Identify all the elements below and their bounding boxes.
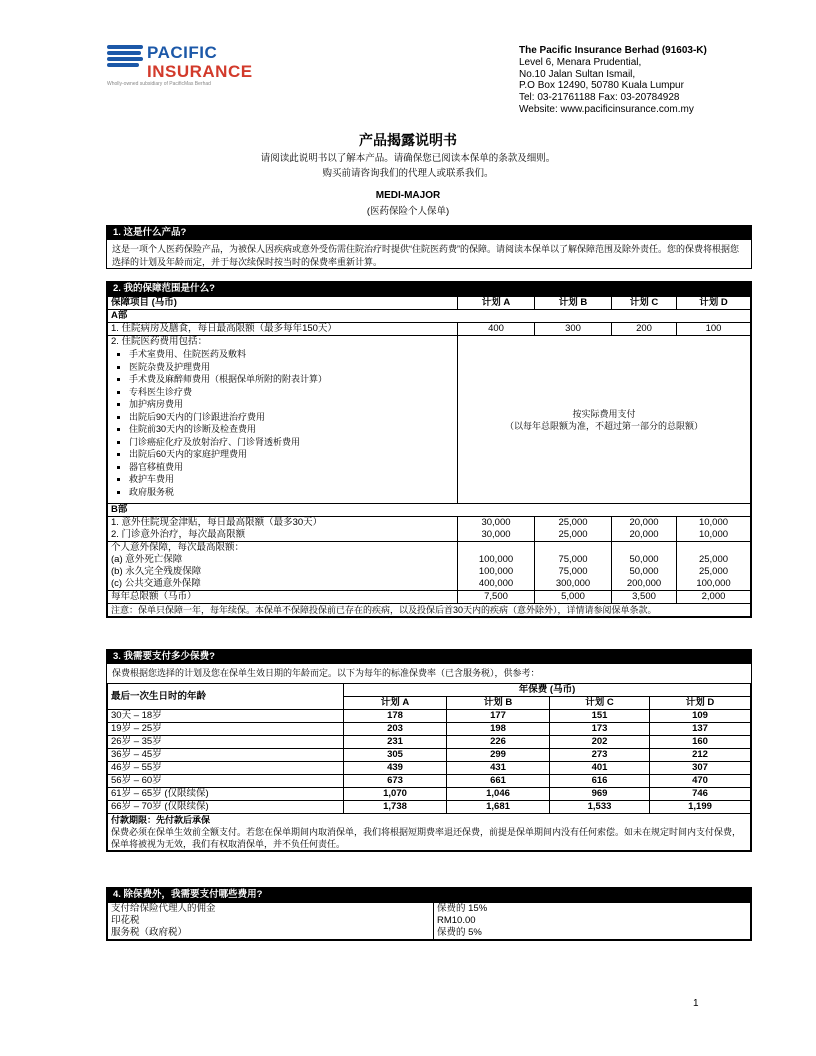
premium-column-header: 年保费 (马币) [344, 684, 751, 697]
website-line: Website: www.pacificinsurance.com.my [519, 103, 694, 115]
cell-value: 7,500 [458, 591, 535, 604]
cell-value: 75,000 75,000 300,000 [535, 542, 612, 591]
b1-label: 1. 意外住院现金津贴，每日最高限额（最多30天） [111, 517, 323, 528]
phone-line: Tel: 03-21761188 Fax: 03-20784928 [519, 92, 680, 104]
cell-value: 200 [612, 323, 677, 336]
cell-value: 30,000 30,000 [458, 517, 535, 542]
page-number: 1 [693, 998, 699, 1009]
as-charged-cell [458, 336, 751, 504]
plan-c-header: 计划 C [550, 697, 650, 710]
plan-d-header: 计划 D [677, 297, 751, 310]
premium-note-head: 付款期限：先付款后承保 [111, 815, 211, 825]
section-coverage [106, 281, 752, 618]
benefit-item: ▪ 门诊癌症化疗及放射治疗、门诊肾透析费用 [129, 436, 454, 449]
b2-label: 2. 门诊意外治疗，每次最高限额 [111, 529, 246, 540]
table-row: 36岁 – 45岁 305 299 273 212 [108, 749, 751, 762]
section-premium [106, 649, 752, 852]
section-product [106, 225, 752, 269]
logo-text-1: PACIFIC [147, 43, 218, 62]
cell-value: 2,000 [677, 591, 751, 604]
document-title: 产品揭露说明书 [359, 132, 457, 148]
pa-a: (a) 意外死亡保障 [111, 554, 183, 565]
table-row: 61岁 – 65岁 (仅限续保) 1,070 1,046 969 746 [108, 788, 751, 801]
premium-table [107, 683, 751, 851]
wave-logo-icon [107, 45, 143, 75]
product-subtitle: (医药保险个人保单) [366, 206, 450, 217]
part-a-label: A部 [108, 310, 751, 323]
plan-b-header: 计划 B [535, 297, 612, 310]
plan-c-header: 计划 C [612, 297, 677, 310]
pa-b: (b) 永久完全残废保障 [111, 566, 202, 577]
section-1-text: 这是一项个人医药保险产品，为被保人因疾病或意外受伤需住院治疗时提供“住院医药费”的保障。请阅读本保单以了解保障范围及除外责任。您的保费将根据您选择的计划及年龄而定，并于每次续保时按当时的保费率重新计算。 [112, 244, 739, 267]
logo-text-2: INSURANCE [147, 62, 253, 81]
benefit-item: ▪ 医院杂费及护理费用 [129, 361, 454, 374]
company-name: The Pacific Insurance Berhad (91603-K) [519, 45, 707, 56]
benefit-item: ▪ 出院后60天内的家庭护理费用 [129, 448, 454, 461]
fees-values: 保费的 15% RM10.00 保费的 5% [434, 903, 751, 940]
company-address [519, 45, 707, 116]
benefit-item: ▪ 手术室费用、住院医药及敷料 [129, 348, 454, 361]
benefit-item: ▪ 器官移植费用 [129, 461, 454, 474]
cell-value: 400 [458, 323, 535, 336]
fees-table [107, 902, 751, 940]
row-2-title: 2. 住院医药费用包括： [111, 336, 208, 347]
cell-value: 3,500 [612, 591, 677, 604]
address-line: No.10 Jalan Sultan Ismail, [519, 68, 636, 80]
section-fees [106, 887, 752, 941]
plan-a-header: 计划 A [458, 297, 535, 310]
section-3-header: 3. 我需要支付多少保费? [107, 650, 751, 664]
table-row: 30天 – 18岁 178 177 151 109 [108, 710, 751, 723]
intro-line-1: 请阅读此说明书以了解本产品。请确保您已阅读本保单的条款及细则。 [260, 153, 556, 164]
address-line: Level 6, Menara Prudential, [519, 56, 642, 68]
pa-head: 个人意外保障，每次最高限额： [111, 542, 245, 553]
premium-note-text: 保费必须在保单生效前全额支付。若您在保单期间内取消保单，我们将根据短期费率退还保费，前提是保单期间内没有任何索偿。如未在规定时间内支付保费，保单将被视为无效，我们有权取消保单，并不负任何责任。 [111, 827, 742, 849]
cell-value: 100 [677, 323, 751, 336]
plan-column-header: 保障项目 (马币) [108, 297, 458, 310]
cell-value: 25,000 25,000 [535, 517, 612, 542]
premium-note [108, 814, 751, 851]
row-hospital-expenses [108, 336, 458, 504]
benefit-item: ▪ 救护车费用 [129, 473, 454, 486]
benefit-item: ▪ 住院前30天内的诊断及检查费用 [129, 423, 454, 436]
benefit-item: ▪ 加护病房费用 [129, 398, 454, 411]
cell-value: 20,000 20,000 [612, 517, 677, 542]
coverage-table [107, 296, 751, 617]
benefit-item: ▪ 出院后90天内的门诊跟进治疗费用 [129, 411, 454, 424]
row-room-board: 1. 住院病房及膳食，每日最高限额（最多每年150天） [108, 323, 458, 336]
as-charged-line-2: （以每年总限额为准，不超过第一部分的总限额） [504, 420, 703, 431]
benefit-item: ▪ 政府服务税 [129, 486, 454, 499]
cell-value: 5,000 [535, 591, 612, 604]
fees-labels: 支付给保险代理人的佣金 印花税 服务税（政府税） [108, 903, 434, 940]
age-column-header: 最后一次生日时的年龄 [108, 684, 344, 710]
table-row: 56岁 – 60岁 673 661 616 470 [108, 775, 751, 788]
row-annual-limit: 每年总限额（马币） [108, 591, 458, 604]
row-personal-accident [108, 542, 458, 591]
table-row: 19岁 – 25岁 203 198 173 137 [108, 723, 751, 736]
benefit-item: ▪ 手术费及麻醉师费用（根据保单所附的附表计算） [129, 373, 454, 386]
cell-value: 25,000 25,000 100,000 [677, 542, 751, 591]
premium-intro: 保费根据您选择的计划及您在保单生效日期的年龄而定。以下为每年的标准保费率（已含服务税），供参考： [112, 668, 540, 678]
plan-d-header: 计划 D [650, 697, 751, 710]
table-row: 26岁 – 35岁 231 226 202 160 [108, 736, 751, 749]
intro-line-2: 购买前请咨询我们的代理人或联系我们。 [322, 168, 494, 179]
logo-tagline: Wholly-owned subsidiary of PacificMas Berhad [107, 81, 211, 87]
cell-value: 100,000 100,000 400,000 [458, 542, 535, 591]
pa-c: (c) 公共交通意外保障 [111, 578, 201, 589]
row-b1 [108, 517, 458, 542]
section-4-header: 4. 除保费外，我需要支付哪些费用? [107, 888, 751, 902]
part-b-label: B部 [108, 504, 751, 517]
benefit-item: ▪ 专科医生诊疗费 [129, 386, 454, 399]
plan-a-header: 计划 A [344, 697, 447, 710]
plan-b-header: 计划 B [447, 697, 550, 710]
cell-value: 10,000 10,000 [677, 517, 751, 542]
cell-value: 300 [535, 323, 612, 336]
cell-value: 50,000 50,000 200,000 [612, 542, 677, 591]
coverage-note: 注意：保单只保障一年，每年续保。本保单不保障投保前已存在的疾病，以及投保后首30天内的疾病（意外除外），详情请参阅保单条款。 [108, 604, 751, 617]
section-2-header: 2. 我的保障范围是什么? [107, 282, 751, 296]
address-line: P.O Box 12490, 50780 Kuala Lumpur [519, 80, 684, 92]
benefit-list [111, 348, 454, 498]
company-logo [101, 33, 265, 95]
section-1-header: 1. 这是什么产品? [107, 226, 751, 240]
table-row: 66岁 – 70岁 (仅限续保) 1,738 1,681 1,533 1,199 [108, 801, 751, 814]
as-charged-line-1: 按实际费用支付 [572, 408, 636, 419]
table-row: 46岁 – 55岁 439 431 401 307 [108, 762, 751, 775]
product-name: MEDI-MAJOR [375, 190, 441, 201]
